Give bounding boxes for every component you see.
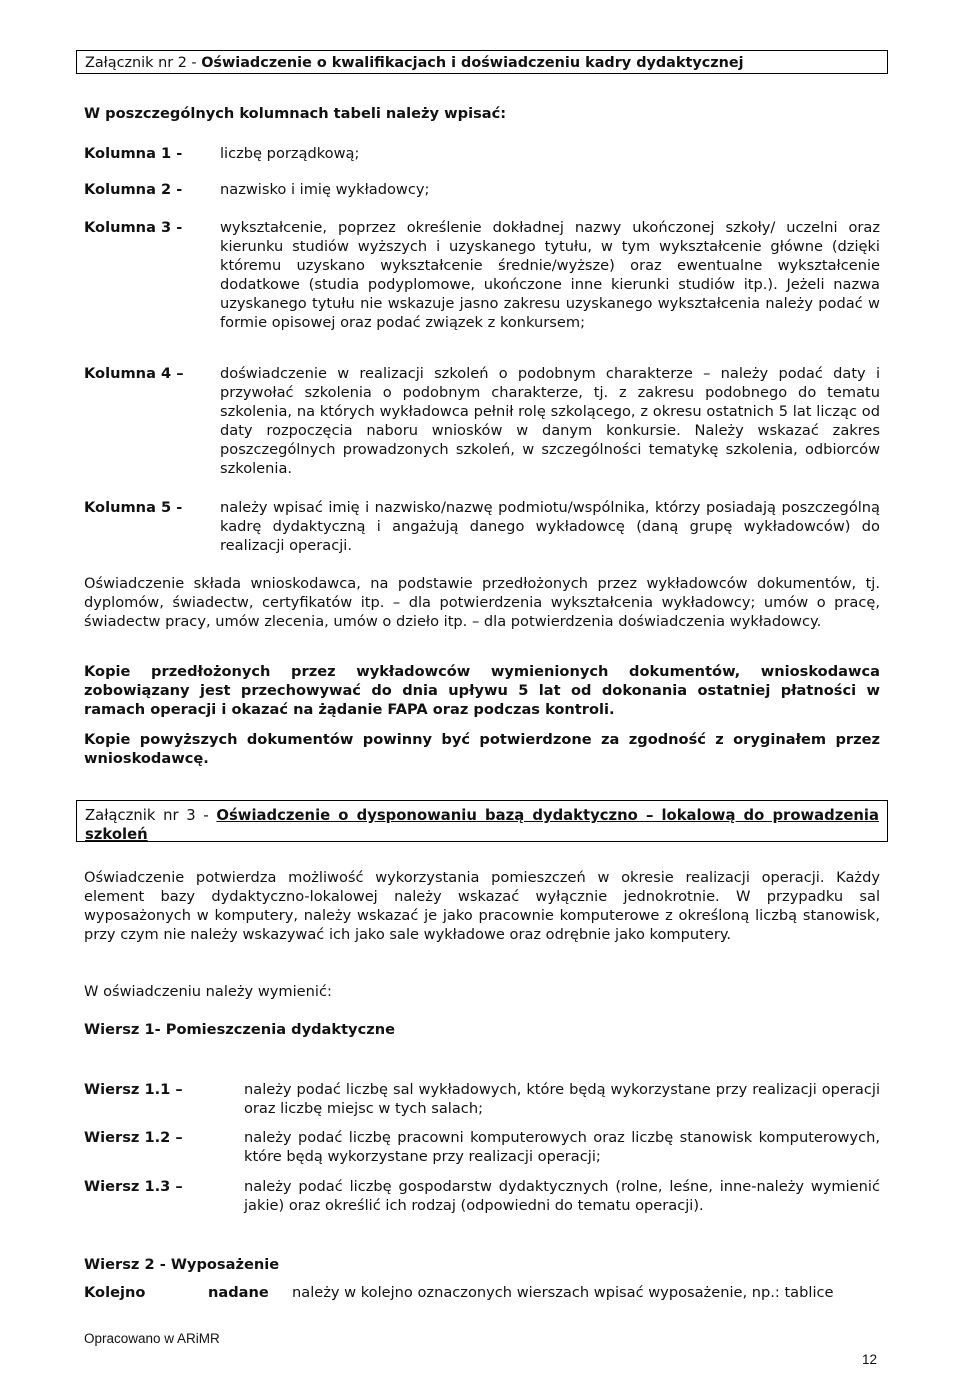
last-line-word1: Kolejno [84, 1284, 146, 1301]
column-3-label: Kolumna 3 - [84, 219, 183, 236]
column-1-text: liczbę porządkową; [220, 145, 360, 162]
row1-heading: Wiersz 1- Pomieszczenia dydaktyczne [84, 1021, 396, 1038]
row-1-1-label: Wiersz 1.1 – [84, 1081, 183, 1098]
annex3-title: Oświadczenie o dysponowaniu bazą dydaktyczno – lokalową do prowadzenia szkoleń [85, 807, 879, 843]
annex2-title: Oświadczenie o kwalifikacjach i doświadczeniu kadry dydaktycznej [201, 55, 744, 71]
annex3-title-prefix: Załącznik nr 3 - [85, 807, 217, 824]
column-4-label: Kolumna 4 – [84, 365, 184, 382]
column-3-text-part1: wykształcenie, poprzez określenie dokładnej nazwy ukończonej szkoły/ uczelni oraz kierunku studiów wyższych i uzyskanego tytułu, w tym wykształcenie główne (dzięki któremu uzyskano wykształcenie średnie/wyższe) oraz ewentualne wykształcenie dodatkowe (studia podyplomowe, ukończone inne kierunki studiów itp.). [220, 219, 880, 293]
copies-certification-paragraph: Kopie powyższych dokumentów powinny być potwierdzone za zgodność z oryginałem przez wnioskodawcę. [84, 731, 880, 767]
last-line-word2: nadane [208, 1284, 269, 1301]
annex2-title-box [76, 50, 888, 74]
annex3-intro-paragraph: Oświadczenie potwierdza możliwość wykorzystania pomieszczeń w okresie realizacji operacji. Każdy element bazy dydaktyczno-lokalowej należy wskazać wyłącznie jednokrotnie. W przypadku sal wyposażonych w komputery, należy wskazać je jako pracownie komputerowe z określoną liczbą stanowisk, przy czym nie należy wskazywać ich jako sale wykładowe oraz odrębnie jako komputery. [84, 869, 880, 943]
list-intro: W oświadczeniu należy wymienić: [84, 983, 332, 1000]
row-1-3-label: Wiersz 1.3 – [84, 1178, 183, 1195]
footer-source: Opracowano w ARiMR [84, 1331, 220, 1346]
column-1-label: Kolumna 1 - [84, 145, 183, 162]
row-1-2-text: należy podać liczbę pracowni komputerowych oraz liczbę stanowisk komputerowych, które będą wykorzystane przy realizacji operacji; [244, 1129, 880, 1165]
column-5-text: należy wpisać imię i nazwisko/nazwę podmiotu/wspólnika, którzy posiadają poszczególną kadrę dydaktyczną i angażują danego wykładowcę (daną grupę wykładowców) do realizacji operacji. [220, 499, 880, 554]
column-3-text [220, 218, 880, 332]
page-number: 12 [862, 1352, 878, 1367]
column-2-label: Kolumna 2 - [84, 181, 183, 198]
copies-retention-paragraph: Kopie przedłożonych przez wykładowców wymienionych dokumentów, wnioskodawca zobowiązany jest przechowywać do dnia upływu 5 lat od dokonania ostatniej płatności w ramach operacji i okazać na żądanie FAPA oraz podczas kontroli. [84, 663, 880, 718]
row-1-1-text: należy podać liczbę sal wykładowych, które będą wykorzystane przy realizacji operacji oraz liczbę miejsc w tych salach; [244, 1081, 880, 1117]
row-1-3-text: należy podać liczbę gospodarstw dydaktycznych (rolne, leśne, inne-należy wymienić jakie) oraz określić ich rodzaj (odpowiedni do tematu operacji). [244, 1178, 880, 1214]
column-4-text: doświadczenie w realizacji szkoleń o podobnym charakterze – należy podać daty i przywołać szkolenia o podobnym charakterze, tj. z zakresu podobnego do tematu szkolenia, na których wykładowca pełnił rolę szkolącego, z okresu ostatnich 5 lat licząc od daty rozpoczęcia naboru wniosków w danym konkursie. Należy wskazać zakres poszczególnych prowadzonych szkoleń, w szczególności tematykę szkolenia, odbiorców szkolenia. [220, 365, 880, 477]
column-3-text-part2: Jeżeli nazwa uzyskanego tytułu nie wskazuje jasno zakresu uzyskanego wykształcenia należy podać w formie opisowej oraz podać związek z konkursem; [220, 276, 880, 331]
annex2-title-prefix: Załącznik nr 2 - [85, 55, 202, 71]
column-2-text: nazwisko i imię wykładowcy; [220, 181, 430, 198]
row-1-2-label: Wiersz 1.2 – [84, 1129, 183, 1146]
annex3-title-box [76, 800, 888, 842]
last-line-rest: należy w kolejno oznaczonych wierszach wpisać wyposażenie, np.: tablice [292, 1284, 834, 1301]
statement-paragraph: Oświadczenie składa wnioskodawca, na podstawie przedłożonych przez wykładowców dokumentów, tj. dyplomów, świadectw, certyfikatów itp. – dla potwierdzenia wykształcenia wykładowcy; umów o pracę, świadectw pracy, umów zlecenia, umów o dzieło itp. – dla potwierdzenia doświadczenia wykładowcy. [84, 575, 880, 630]
column-5-label: Kolumna 5 - [84, 499, 183, 516]
row2-heading: Wiersz 2 - Wyposażenie [84, 1256, 280, 1273]
columns-intro: W poszczególnych kolumnach tabeli należy wpisać: [84, 105, 507, 122]
